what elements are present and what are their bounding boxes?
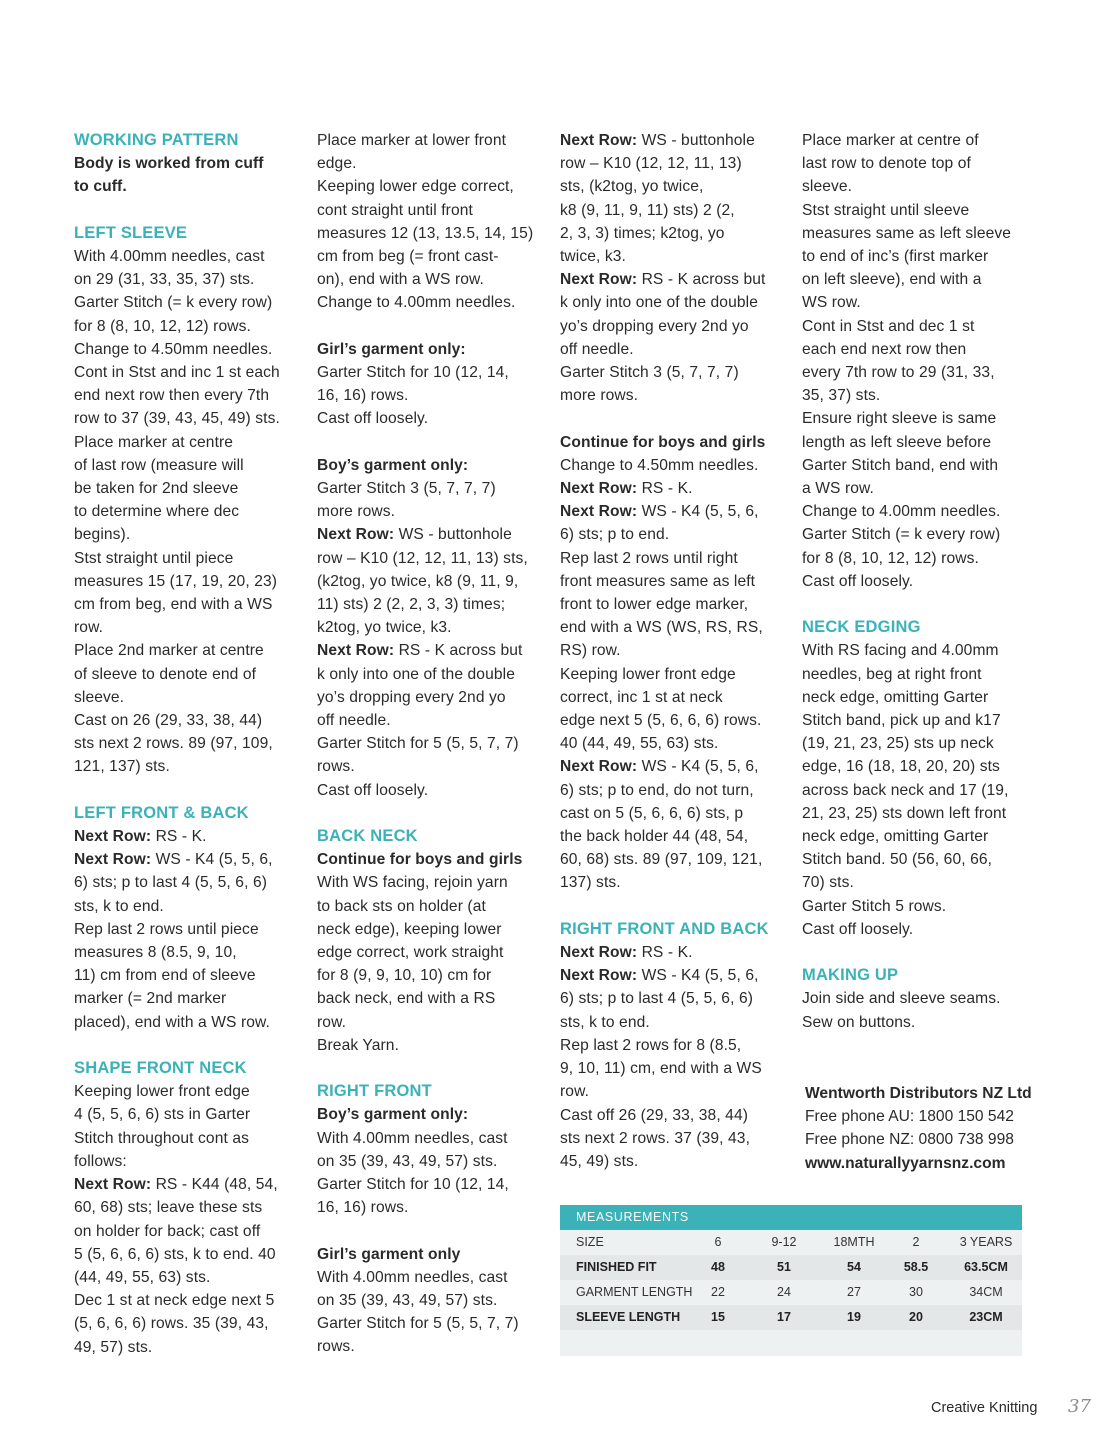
row-label: Next Row: — [560, 480, 638, 498]
row-text: WS - buttonhole — [637, 132, 755, 149]
paragraph-spacer — [317, 315, 549, 338]
pattern-line: edge next 5 (5, 6, 6, 6) rows. — [560, 712, 762, 730]
distributor-phone-au: Free phone AU: 1800 150 542 — [805, 1108, 1014, 1126]
pattern-line: Sew on buttons. — [802, 1013, 916, 1031]
pattern-line: Garter Stitch (= k every row) — [802, 526, 1001, 544]
pattern-line: 5 (5, 6, 6, 6) sts, k to end. 40 — [74, 1245, 276, 1263]
section-heading: LEFT SLEEVE — [74, 223, 188, 242]
row-instruction — [560, 477, 792, 500]
row-instruction — [560, 964, 792, 987]
pattern-line: Change to 4.50mm needles. — [74, 340, 273, 358]
subheading: to cuff. — [74, 178, 127, 196]
pattern-line: 40 (44, 49, 55, 63) sts. — [560, 735, 719, 753]
pattern-line: more rows. — [317, 503, 396, 521]
measurement-value: 6 — [714, 1235, 722, 1249]
pattern-line: Stst straight until sleeve — [802, 201, 970, 219]
paragraph-spacer — [74, 1034, 306, 1057]
measurement-row — [560, 1305, 1022, 1330]
row-instruction — [74, 825, 306, 848]
row-text: RS - K across but — [394, 642, 523, 660]
pattern-line: Cast on 26 (29, 33, 38, 44) — [74, 712, 263, 730]
row-text: WS - K4 (5, 5, 6, — [637, 967, 759, 985]
measurement-value: 51 — [777, 1260, 791, 1274]
subheading: Continue for boys and girls — [560, 433, 766, 451]
pattern-line: With RS facing and 4.00mm — [802, 642, 999, 660]
pattern-line: Rep last 2 rows until right — [560, 549, 738, 567]
pattern-line: Stitch band, pick up and k17 — [802, 712, 1001, 730]
pattern-line: Place marker at centre of — [802, 132, 979, 149]
pattern-line: row. — [317, 1013, 346, 1031]
section-heading: RIGHT FRONT AND BACK — [560, 919, 769, 938]
row-label: Next Row: — [317, 526, 395, 544]
measurement-value: 63.5CM — [964, 1260, 1008, 1274]
pattern-line: row. — [74, 619, 103, 637]
pattern-line: Ensure right sleeve is same — [802, 410, 997, 428]
pattern-line: on), end with a WS row. — [317, 271, 484, 289]
pattern-line: Cast off loosely. — [317, 410, 429, 428]
pattern-line: of last row (measure will — [74, 456, 244, 474]
column-1 — [74, 129, 306, 1359]
pattern-line: end with a WS (WS, RS, RS, — [560, 619, 763, 637]
pattern-line: Garter Stitch for 5 (5, 5, 7, 7) — [317, 1315, 519, 1333]
subheading: Girl’s garment only: — [317, 340, 466, 358]
pattern-line: for 8 (9, 9, 10, 10) cm for — [317, 967, 492, 985]
measurement-value: 27 — [847, 1285, 861, 1299]
pattern-line: for 8 (8, 10, 12, 12) rows. — [802, 549, 979, 567]
pattern-line: back neck, end with a RS — [317, 990, 496, 1008]
pattern-line: on left sleeve), end with a — [802, 271, 982, 289]
row-label: Next Row: — [74, 851, 152, 869]
paragraph-spacer — [74, 199, 306, 222]
row-text: WS - K4 (5, 5, 6, — [637, 503, 759, 521]
pattern-line: front to lower edge marker, — [560, 596, 749, 614]
pattern-line: the back holder 44 (48, 54, — [560, 828, 749, 846]
measurement-row — [560, 1280, 1022, 1305]
pattern-line: twice, k3. — [560, 248, 626, 266]
pattern-line: across back neck and 17 (19, — [802, 781, 1009, 799]
pattern-line: correct, inc 1 st at neck — [560, 688, 723, 706]
pattern-line: 60, 68) sts. 89 (97, 109, 121, — [560, 851, 763, 869]
pattern-line: yo’s dropping every 2nd yo — [560, 317, 749, 335]
pattern-line: Stst straight until piece — [74, 549, 234, 567]
pattern-line: With WS facing, rejoin yarn — [317, 874, 508, 892]
paragraph-spacer — [802, 941, 1034, 964]
row-instruction — [74, 848, 306, 871]
section-heading: NECK EDGING — [802, 618, 921, 637]
row-instruction — [560, 755, 792, 778]
row-label: Next Row: — [560, 758, 638, 776]
pattern-line: Rep last 2 rows until piece — [74, 920, 259, 938]
measurement-label: SIZE — [576, 1235, 604, 1249]
pattern-line: row – K10 (12, 12, 11, 13) sts, — [317, 549, 528, 567]
pattern-line: cont straight until front — [317, 201, 473, 219]
pattern-line: Keeping lower front edge — [560, 665, 736, 683]
row-label: Next Row: — [560, 503, 638, 521]
pattern-line: k8 (9, 11, 9, 11) sts) 2 (2, — [560, 201, 735, 219]
distributor-phone-nz: Free phone NZ: 0800 738 998 — [805, 1131, 1014, 1149]
pattern-line: Break Yarn. — [317, 1036, 399, 1054]
magazine-title: Creative Knitting — [931, 1400, 1038, 1416]
pattern-line: on 35 (39, 43, 49, 57) sts. — [317, 1292, 498, 1310]
row-text: RS - K across but — [637, 271, 766, 289]
row-instruction — [560, 268, 792, 291]
row-label: Next Row: — [560, 271, 638, 289]
pattern-line: Join side and sleeve seams. — [802, 990, 1001, 1008]
measurement-value: 24 — [777, 1285, 791, 1299]
pattern-line: Rep last 2 rows for 8 (8.5, — [560, 1036, 742, 1054]
pattern-line: Garter Stitch 3 (5, 7, 7, 7) — [560, 364, 739, 382]
paragraph-spacer — [317, 431, 549, 454]
pattern-line: sts, k to end. — [74, 897, 164, 915]
pattern-line: Change to 4.00mm needles. — [802, 503, 1001, 521]
pattern-line: Stitch band. 50 (56, 60, 66, — [802, 851, 993, 869]
measurement-value: 19 — [847, 1310, 861, 1324]
pattern-line: k only into one of the double — [560, 294, 758, 312]
pattern-line: Place 2nd marker at centre — [74, 642, 264, 660]
row-text: RS - K44 (48, 54, — [151, 1176, 278, 1194]
pattern-line: 70) sts. — [802, 874, 854, 892]
pattern-line: to end of inc’s (first marker — [802, 248, 989, 266]
pattern-line: length as left sleeve before — [802, 433, 992, 451]
pattern-line: sts next 2 rows. 89 (97, 109, — [74, 735, 273, 753]
paragraph-spacer — [560, 407, 792, 430]
row-instruction — [560, 500, 792, 523]
row-text: RS - K. — [637, 944, 693, 962]
pattern-line: yo’s dropping every 2nd yo — [317, 688, 506, 706]
pattern-line: 16, 16) rows. — [317, 387, 409, 405]
pattern-line: 4 (5, 5, 6, 6) sts in Garter — [74, 1106, 251, 1124]
row-text: WS - buttonhole — [394, 526, 512, 544]
pattern-line: on 35 (39, 43, 49, 57) sts. — [317, 1152, 498, 1170]
row-label: Next Row: — [560, 132, 638, 149]
pattern-line: 45, 49) sts. — [560, 1152, 639, 1170]
section-heading: WORKING PATTERN — [74, 131, 239, 149]
pattern-line: With 4.00mm needles, cast — [317, 1268, 508, 1286]
measurements-title: MEASUREMENTS — [560, 1205, 1022, 1230]
row-label: Next Row: — [74, 1176, 152, 1194]
section-heading: LEFT FRONT & BACK — [74, 803, 249, 822]
measurement-value: 18MTH — [833, 1235, 875, 1249]
row-instruction — [317, 523, 549, 546]
pattern-line: 35, 37) sts. — [802, 387, 881, 405]
pattern-line: needles, beg at right front — [802, 665, 982, 683]
pattern-line: more rows. — [560, 387, 639, 405]
column-3 — [560, 129, 792, 1173]
pattern-line: Cont in Stst and dec 1 st — [802, 317, 975, 335]
pattern-line: With 4.00mm needles, cast — [74, 248, 265, 265]
pattern-line: 9, 10, 11) cm, end with a WS — [560, 1060, 762, 1078]
row-text: WS - K4 (5, 5, 6, — [637, 758, 759, 776]
pattern-line: edge correct, work straight — [317, 944, 504, 962]
row-label: Next Row: — [560, 967, 638, 985]
pattern-line: a WS row. — [802, 480, 874, 498]
measurement-label: FINISHED FIT — [576, 1260, 657, 1274]
pattern-line: measures same as left sleeve — [802, 224, 1012, 242]
pattern-line: sleeve. — [802, 178, 853, 196]
pattern-line: for 8 (8, 10, 12, 12) rows. — [74, 317, 251, 335]
pattern-line: Place marker at lower front — [317, 132, 507, 149]
measurement-label: SLEEVE LENGTH — [576, 1310, 681, 1324]
distributor-info — [805, 1082, 1095, 1175]
pattern-line: neck edge), keeping lower — [317, 920, 502, 938]
pattern-line: marker (= 2nd marker — [74, 990, 227, 1008]
pattern-line: 21, 23, 25) sts down left front — [802, 804, 1007, 822]
pattern-line: off needle. — [560, 340, 634, 358]
page-number: 37 — [1068, 1396, 1091, 1417]
row-label: Next Row: — [560, 944, 638, 962]
measurement-value: 58.5 — [903, 1260, 929, 1274]
pattern-line: 6) sts; p to end, do not turn, — [560, 781, 754, 799]
pattern-line: Garter Stitch 3 (5, 7, 7, 7) — [317, 480, 496, 498]
pattern-line: k2tog, yo twice, k3. — [317, 619, 452, 637]
measurement-value: 23CM — [969, 1310, 1003, 1324]
pattern-line: edge. — [317, 155, 357, 173]
pattern-line: measures 8 (8.5, 9, 10, — [74, 944, 237, 962]
measurement-label: GARMENT LENGTH — [576, 1285, 693, 1299]
pattern-line: every 7th row to 29 (31, 33, — [802, 364, 995, 382]
pattern-line: 6) sts; p to last 4 (5, 5, 6, 6) — [560, 990, 754, 1008]
paragraph-spacer — [317, 1057, 549, 1080]
pattern-line: row – K10 (12, 12, 11, 13) — [560, 155, 742, 173]
pattern-line: sleeve. — [74, 688, 125, 706]
subheading: Boy’s garment only: — [317, 1106, 469, 1124]
measurement-value: 20 — [909, 1310, 923, 1324]
pattern-line: 11) cm from end of sleeve — [74, 967, 256, 985]
row-instruction — [560, 941, 792, 964]
pattern-line: rows. — [317, 1338, 355, 1356]
paragraph-spacer — [317, 1219, 549, 1242]
pattern-line: measures 15 (17, 19, 20, 23) — [74, 572, 278, 590]
pattern-line: Cast off loosely. — [802, 920, 914, 938]
pattern-line: RS) row. — [560, 642, 621, 660]
row-instruction — [317, 639, 549, 662]
section-heading: RIGHT FRONT — [317, 1082, 432, 1101]
pattern-line: Place marker at centre — [74, 433, 234, 451]
pattern-line: Keeping lower front edge — [74, 1083, 250, 1101]
pattern-line: (44, 49, 55, 63) sts. — [74, 1268, 211, 1286]
measurement-value: 3 YEARS — [959, 1235, 1013, 1249]
pattern-line: last row to denote top of — [802, 155, 971, 173]
measurement-value: 30 — [909, 1285, 923, 1299]
row-text: RS - K. — [637, 480, 693, 498]
measurements-table — [560, 1205, 1022, 1356]
row-instruction — [74, 1173, 306, 1196]
pattern-line: rows. — [317, 758, 355, 776]
pattern-line: end next row then every 7th — [74, 387, 270, 405]
measurement-value: 17 — [777, 1310, 791, 1324]
pattern-line: With 4.00mm needles, cast — [317, 1129, 508, 1147]
row-text: RS - K. — [151, 828, 207, 846]
paragraph-spacer — [74, 779, 306, 802]
row-label: Next Row: — [74, 828, 152, 846]
pattern-line: to determine where dec — [74, 503, 240, 521]
pattern-line: be taken for 2nd sleeve — [74, 480, 239, 498]
pattern-line: Garter Stitch for 10 (12, 14, — [317, 364, 509, 382]
pattern-line: of sleeve to denote end of — [74, 665, 257, 683]
pattern-line: Garter Stitch band, end with — [802, 456, 999, 474]
pattern-line: cast on 5 (5, 6, 6, 6) sts, p — [560, 804, 744, 822]
pattern-line: k only into one of the double — [317, 665, 515, 683]
measurement-value: 9-12 — [771, 1235, 797, 1249]
pattern-line: cm from beg (= front cast- — [317, 248, 499, 266]
row-text: WS - K4 (5, 5, 6, — [151, 851, 273, 869]
pattern-line: Garter Stitch for 10 (12, 14, — [317, 1176, 509, 1194]
pattern-line: (k2tog, yo twice, k8 (9, 11, 9, — [317, 572, 519, 590]
column-4 — [802, 129, 1034, 1034]
measurement-value: 34CM — [969, 1285, 1003, 1299]
pattern-line: neck edge, omitting Garter — [802, 828, 989, 846]
pattern-line: sts, k to end. — [560, 1013, 650, 1031]
pattern-line: Change to 4.00mm needles. — [317, 294, 516, 312]
measurement-row — [560, 1255, 1022, 1280]
row-instruction — [560, 129, 792, 152]
pattern-line: 60, 68) sts; leave these sts — [74, 1199, 263, 1217]
pattern-line: 2, 3, 3) times; k2tog, yo — [560, 224, 725, 242]
section-heading: BACK NECK — [317, 827, 418, 846]
section-heading: MAKING UP — [802, 966, 899, 985]
pattern-line: sts next 2 rows. 37 (39, 43, — [560, 1129, 751, 1147]
pattern-line: 16, 16) rows. — [317, 1199, 409, 1217]
pattern-line: 6) sts; p to last 4 (5, 5, 6, 6) — [74, 874, 268, 892]
pattern-line: begins). — [74, 526, 131, 544]
subheading: Girl’s garment only — [317, 1245, 461, 1263]
paragraph-spacer — [560, 895, 792, 918]
pattern-line: 137) sts. — [560, 874, 621, 892]
column-2 — [317, 129, 549, 1359]
measurement-value: 54 — [847, 1260, 861, 1274]
pattern-line: Cast off loosely. — [317, 781, 429, 799]
pattern-line: neck edge, omitting Garter — [802, 688, 989, 706]
measurement-row — [560, 1230, 1022, 1255]
pattern-line: Change to 4.50mm needles. — [560, 456, 759, 474]
measurement-value: 48 — [711, 1260, 725, 1274]
pattern-line: Garter Stitch 5 rows. — [802, 897, 947, 915]
subheading: Body is worked from cuff — [74, 155, 264, 173]
pattern-line: 6) sts; p to end. — [560, 526, 670, 544]
pattern-line: Cast off 26 (29, 33, 38, 44) — [560, 1106, 749, 1124]
pattern-line: Stitch throughout cont as — [74, 1129, 250, 1147]
pattern-line: Garter Stitch for 5 (5, 5, 7, 7) — [317, 735, 519, 753]
measurement-value: 15 — [711, 1310, 725, 1324]
pattern-line: each end next row then — [802, 340, 967, 358]
pattern-line: 11) sts) 2 (2, 2, 3, 3) times; — [317, 596, 506, 614]
distributor-name: Wentworth Distributors NZ Ltd — [805, 1085, 1032, 1102]
row-label: Next Row: — [317, 642, 395, 660]
paragraph-spacer — [802, 593, 1034, 616]
pattern-line: sts, (k2tog, yo twice, — [560, 178, 704, 196]
pattern-line: Garter Stitch (= k every row) — [74, 294, 273, 312]
pattern-line: (5, 6, 6, 6) rows. 35 (39, 43, — [74, 1315, 269, 1333]
subheading: Boy’s garment only: — [317, 456, 469, 474]
pattern-line: WS row. — [802, 294, 861, 312]
measurement-value: 22 — [711, 1285, 725, 1299]
pattern-line: Cast off loosely. — [802, 572, 914, 590]
pattern-line: follows: — [74, 1152, 127, 1170]
paragraph-spacer — [317, 802, 549, 825]
pattern-line: Dec 1 st at neck edge next 5 — [74, 1292, 275, 1310]
pattern-line: off needle. — [317, 712, 391, 730]
subheading: Continue for boys and girls — [317, 851, 523, 869]
pattern-line: measures 12 (13, 13.5, 14, 15) — [317, 224, 534, 242]
pattern-line: front measures same as left — [560, 572, 756, 590]
pattern-line: Keeping lower edge correct, — [317, 178, 514, 196]
pattern-line: row to 37 (39, 43, 45, 49) sts. — [74, 410, 280, 428]
distributor-website[interactable]: www.naturallyyarnsnz.com — [805, 1154, 1006, 1172]
pattern-line: 49, 57) sts. — [74, 1338, 153, 1356]
pattern-line: 121, 137) sts. — [74, 758, 170, 776]
pattern-line: row. — [560, 1083, 589, 1101]
pattern-line: edge, 16 (18, 18, 20, 20) sts — [802, 758, 1000, 776]
pattern-line: on 29 (31, 33, 35, 37) sts. — [74, 271, 255, 289]
pattern-line: (19, 21, 23, 25) sts up neck — [802, 735, 994, 753]
pattern-line: to back sts on holder (at — [317, 897, 486, 915]
measurement-value: 2 — [912, 1235, 920, 1249]
section-heading: SHAPE FRONT NECK — [74, 1059, 247, 1078]
pattern-line: Cont in Stst and inc 1 st each — [74, 364, 280, 382]
pattern-line: on holder for back; cast off — [74, 1222, 261, 1240]
pattern-line: cm from beg, end with a WS — [74, 596, 273, 614]
pattern-line: placed), end with a WS row. — [74, 1013, 270, 1031]
